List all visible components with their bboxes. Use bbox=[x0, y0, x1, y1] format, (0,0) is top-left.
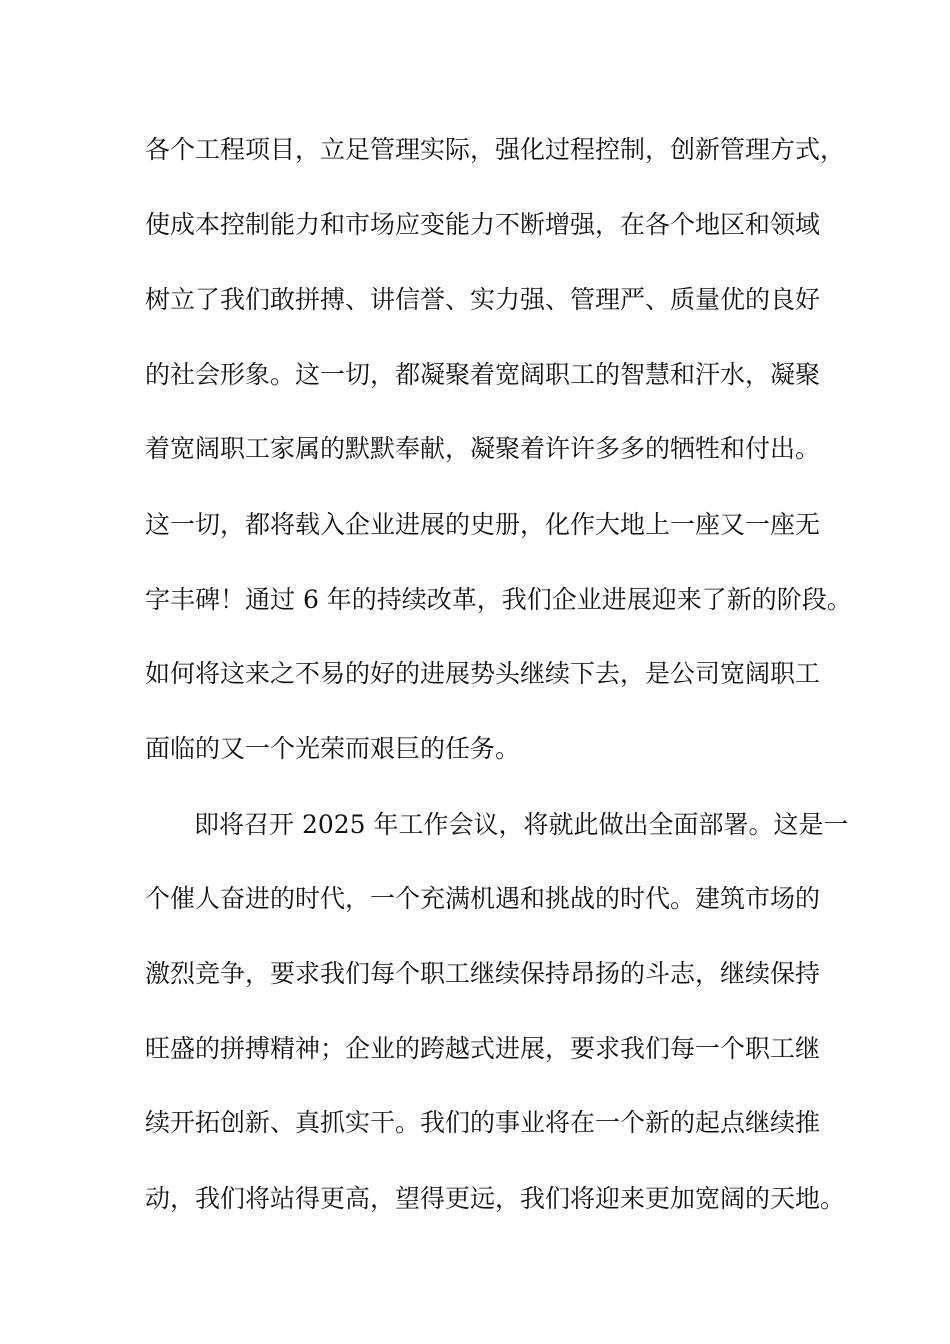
text-line: 的社会形象。这一切，都凝聚着宽阔职工的智慧和汗水，凝聚 bbox=[145, 360, 821, 389]
text-line: 使成本控制能力和市场应变能力不断增强，在各个地区和领域 bbox=[145, 210, 821, 239]
text-line: 面临的又一个光荣而艰巨的任务。 bbox=[145, 734, 521, 763]
text-line: 动，我们将站得更高，望得更远，我们将迎来更加宽阔的天地。 bbox=[145, 1184, 846, 1213]
text-line: 各个工程项目，立足管理实际，强化过程控制，创新管理方式， bbox=[145, 135, 846, 164]
paragraph-first-line: 即将召开 2025 年工作会议，将就此做出全面部署。这是一 bbox=[194, 810, 849, 839]
text-line: 树立了我们敢拼搏、讲信誉、实力强、管理严、质量优的良好 bbox=[145, 285, 821, 314]
text-line: 个催人奋进的时代，一个充满机遇和挑战的时代。建筑市场的 bbox=[145, 884, 821, 913]
text-line: 这一切，都将载入企业进展的史册，化作大地上一座又一座无 bbox=[145, 510, 821, 539]
text-line: 如何将这来之不易的好的进展势头继续下去，是公司宽阔职工 bbox=[145, 659, 821, 688]
text-line: 旺盛的拼搏精神；企业的跨越式进展，要求我们每一个职工继 bbox=[145, 1034, 821, 1063]
text-line: 字丰碑！通过 6 年的持续改革，我们企业进展迎来了新的阶段。 bbox=[145, 585, 852, 614]
text-line: 着宽阔职工家属的默默奉献，凝聚着许许多多的牺牲和付出。 bbox=[145, 434, 821, 463]
text-line: 激烈竞争，要求我们每个职工继续保持昂扬的斗志，继续保持 bbox=[145, 959, 821, 988]
text-line: 续开拓创新、真抓实干。我们的事业将在一个新的起点继续推 bbox=[145, 1108, 821, 1137]
